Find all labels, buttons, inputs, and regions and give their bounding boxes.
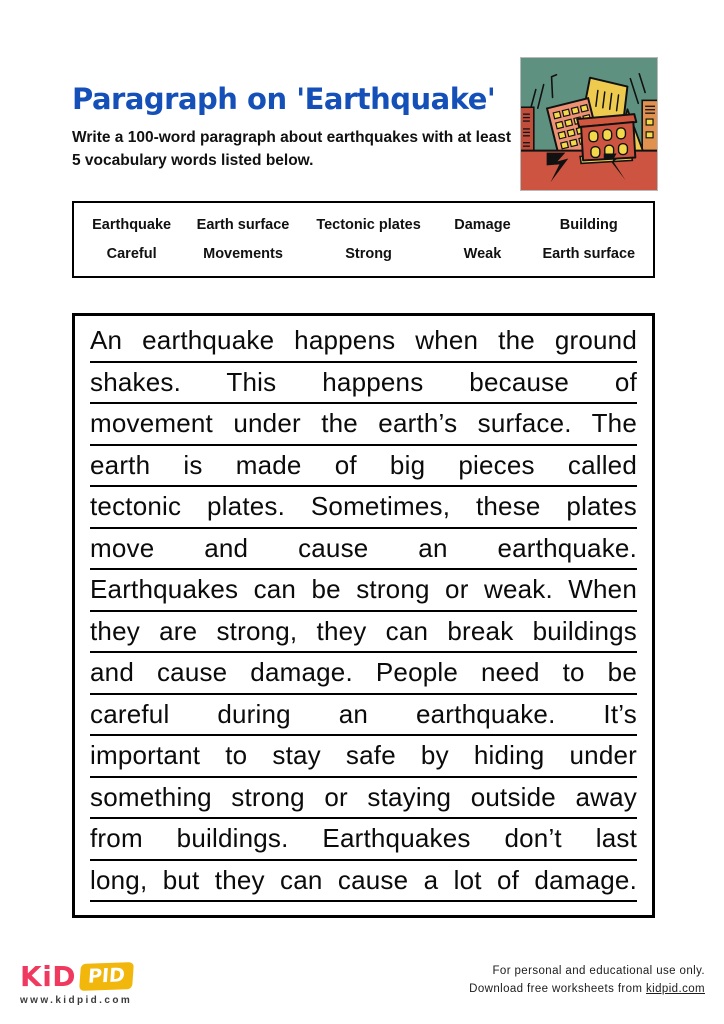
vocab-word: Movements: [203, 245, 283, 262]
instructions-text: Write a 100-word paragraph about earthquakes with at least 5 vocabulary words listed below.: [72, 129, 511, 170]
earthquake-illustration-svg: [521, 58, 657, 190]
vocabulary-row-2: [80, 246, 647, 262]
paragraph-line: and cause damage. People need to be: [90, 653, 637, 695]
paragraph-line: long, but they can cause a lot of damage.: [90, 861, 637, 903]
vocab-word: Earth surface: [196, 217, 290, 234]
paragraph-line: important to stay safe by hiding under: [90, 736, 637, 778]
paragraph-line: move and cause an earthquake.: [90, 529, 637, 571]
logo-pid-badge: PID: [79, 962, 134, 991]
license-line-2: [469, 981, 705, 999]
vocab-word: Tectonic plates: [316, 217, 421, 234]
license-line-1: For personal and educational use only.: [492, 965, 705, 977]
vocabulary-row-1: [80, 217, 647, 233]
paragraph-line: tectonic plates. Sometimes, these plates: [90, 487, 637, 529]
paragraph-line: they are strong, they can break buildings: [90, 612, 637, 654]
vocab-word: Strong: [345, 245, 392, 262]
vocab-word: Building: [559, 217, 618, 234]
logo-website-text: www.kidpid.com: [20, 995, 133, 1006]
paragraph-line: earth is made of big pieces called: [90, 446, 637, 488]
paragraph-line: careful during an earthquake. It’s: [90, 695, 637, 737]
paragraph-line: An earthquake happens when the ground: [90, 321, 637, 363]
vocabulary-box: [72, 201, 655, 278]
paragraph-writing-area: [72, 313, 655, 918]
vocab-word: Careful: [106, 245, 157, 262]
paragraph-line: Earthquakes can be strong or weak. When: [90, 570, 637, 612]
paragraph-line: from buildings. Earthquakes don’t last: [90, 819, 637, 861]
paragraph-line: something strong or staying outside away: [90, 778, 637, 820]
earthquake-buildings-illustration: [520, 57, 658, 191]
license-line-2-prefix: Download free worksheets from: [469, 982, 643, 995]
logo-kid-text: KiD: [20, 960, 77, 993]
page-title: Paragraph on 'Earthquake': [72, 82, 496, 116]
vocab-word: Earthquake: [92, 217, 172, 234]
kidpid-logo: [20, 960, 133, 1006]
license-note: [469, 963, 705, 999]
vocab-word: Earth surface: [542, 245, 636, 262]
vocab-word: Damage: [454, 217, 511, 234]
vocab-word: Weak: [463, 245, 502, 262]
paragraph-line: movement under the earth’s surface. The: [90, 404, 637, 446]
kidpid-link[interactable]: kidpid.com: [646, 982, 705, 995]
paragraph-line: shakes. This happens because of: [90, 363, 637, 405]
